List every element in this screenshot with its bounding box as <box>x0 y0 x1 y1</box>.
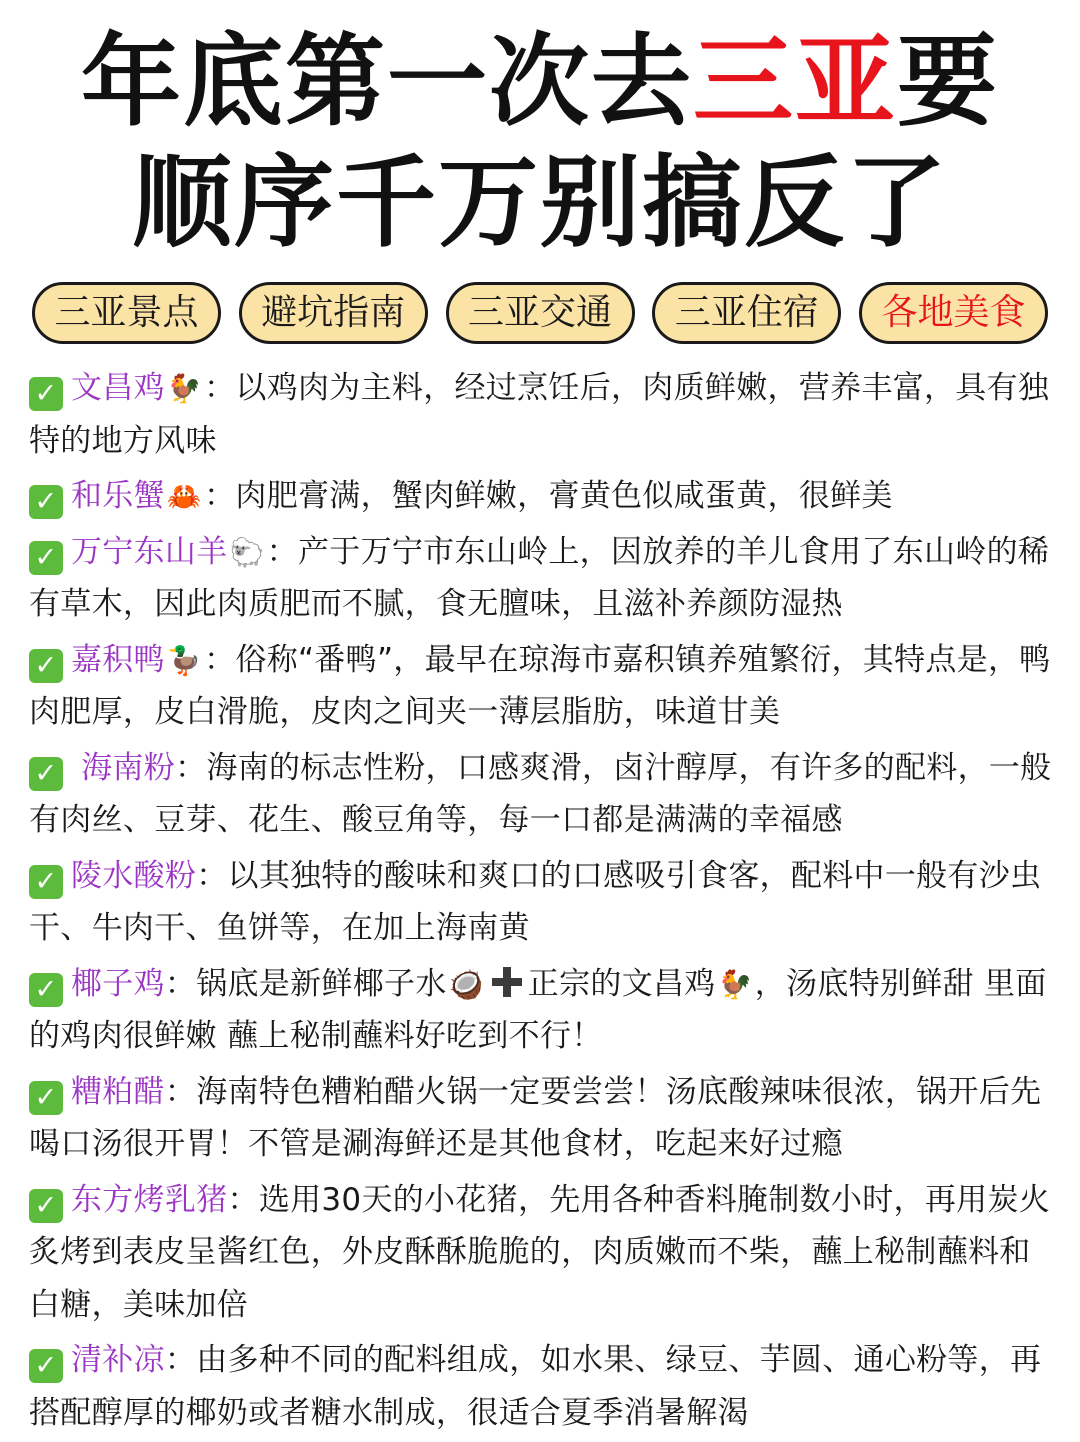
item-description-part-3: ，汤底特别鲜甜 里面的鸡肉很鲜嫩 蘸上秘制蘸料好吃到不行！ <box>29 965 1047 1054</box>
item-separator: ： <box>164 1342 197 1378</box>
title-highlight: 三亚 <box>693 23 897 140</box>
item-description: 海南特色糟粕醋火锅一定要尝尝！汤底酸辣味很浓，锅开后先喝口汤很开胃！不管是涮海鲜还是其他食材，吃起来好过瘾 <box>29 1073 1042 1162</box>
check-box-icon: ✓ <box>29 1349 63 1383</box>
check-box-icon: ✓ <box>29 1081 63 1115</box>
item-separator: ： <box>164 1073 197 1110</box>
check-box-icon: ✓ <box>29 757 63 791</box>
check-box-icon: ✓ <box>29 541 63 575</box>
item-separator: ： <box>204 478 236 514</box>
tag-attractions[interactable]: 三亚景点 <box>32 282 221 344</box>
item-description: 以其独特的酸味和爽口的口感吸引食客，配料中一般有沙虫干、牛肉干、鱼饼等，在加上海南黄 <box>29 857 1042 946</box>
item-description: 海南的标志性粉，口感爽滑，卤汁醇厚，有许多的配料，一般有肉丝、豆芽、花生、酸豆角等，每一口都是满满的幸福感 <box>29 749 1052 838</box>
check-box-icon: ✓ <box>29 649 63 683</box>
crab-icon: 🦀 <box>166 480 203 513</box>
title-suffix: 要 <box>897 23 999 140</box>
list-item <box>29 526 1053 631</box>
title-prefix: 年底第一次去 <box>81 23 693 140</box>
item-separator: ： <box>266 533 298 570</box>
page-title-line-1 <box>0 22 1080 142</box>
item-name: 东方烤乳猪 <box>71 1181 228 1218</box>
check-box-icon: ✓ <box>29 485 63 519</box>
plus-icon <box>490 965 524 999</box>
item-name: 糟粕醋 <box>71 1073 165 1110</box>
item-name: 文昌鸡 <box>71 370 165 406</box>
check-box-icon: ✓ <box>29 377 63 411</box>
item-name: 椰子鸡 <box>71 965 165 1002</box>
item-description: 俗称“番鸭”，最早在琼海市嘉积镇养殖繁衍，其特点是，鸭肉肥厚，皮白滑脆，皮肉之间夹一薄层脂肪，味道甘美 <box>29 641 1051 730</box>
item-name: 陵水酸粉 <box>71 857 197 894</box>
item-description: 产于万宁市东山岭上，因放养的羊儿食用了东山岭的稀有草木，因此肉质肥而不腻，食无膻味，且滋补养颜防湿热 <box>29 533 1050 622</box>
tag-transport[interactable]: 三亚交通 <box>446 282 635 344</box>
item-separator: ： <box>175 749 207 786</box>
tag-local-food[interactable]: 各地美食 <box>859 282 1048 344</box>
tag-bar <box>32 282 1048 344</box>
item-name: 万宁东山羊 <box>71 533 228 570</box>
food-list <box>29 362 1053 1442</box>
item-description: 以鸡肉为主料，经过烹饪后，肉质鲜嫩，营养丰富，具有独特的地方风味 <box>29 370 1050 459</box>
list-item <box>29 742 1053 847</box>
item-description: 肉肥膏满，蟹肉鲜嫩，膏黄色似咸蛋黄，很鲜美 <box>235 478 893 514</box>
item-description-part-1: 锅底是新鲜椰子水 <box>196 965 447 1002</box>
item-separator: ： <box>164 965 197 1002</box>
check-box-icon: ✓ <box>29 973 63 1007</box>
item-description: 选用30天的小花猪，先用各种香料腌制数小时，再用炭火炙烤到表皮呈酱红色，外皮酥酥脆脆的，肉质嫩而不柴，蘸上秘制蘸料和白糖，美味加倍 <box>29 1181 1051 1323</box>
list-item <box>29 1334 1053 1439</box>
item-name: 嘉积鸭 <box>71 641 165 678</box>
tag-pitfall-guide[interactable]: 避坑指南 <box>239 282 428 344</box>
list-item <box>29 958 1053 1063</box>
item-description-part-2: 正宗的文昌鸡 <box>527 965 716 1002</box>
page-title-line-2: 顺序千万别搞反了 <box>132 144 948 261</box>
list-item <box>29 634 1053 739</box>
coconut-icon: 🥥 <box>448 967 484 1001</box>
duck-icon: 🦆 <box>166 643 203 677</box>
list-item <box>29 1066 1053 1171</box>
item-description: 由多种不同的配料组成，如水果、绿豆、芋圆、通心粉等，再搭配醇厚的椰奶或者糖水制成，很适合夏季消暑解渴 <box>29 1342 1042 1431</box>
tag-accommodation[interactable]: 三亚住宿 <box>652 282 841 344</box>
check-box-icon: ✓ <box>29 865 63 899</box>
item-separator: ： <box>204 370 236 406</box>
chicken-icon: 🐓 <box>166 372 203 405</box>
check-box-icon: ✓ <box>29 1189 63 1223</box>
item-separator: ： <box>196 857 228 894</box>
list-item <box>29 470 1053 523</box>
chicken-icon: 🐓 <box>717 967 753 1001</box>
item-name: 清补凉 <box>71 1342 165 1378</box>
list-item <box>29 850 1053 955</box>
list-item <box>29 1174 1053 1332</box>
item-separator: ： <box>227 1181 259 1218</box>
item-name: 和乐蟹 <box>71 478 165 514</box>
item-name: 海南粉 <box>81 749 176 786</box>
sheep-icon: 🐑 <box>229 535 265 569</box>
list-item <box>29 362 1053 467</box>
item-separator: ： <box>204 641 236 678</box>
